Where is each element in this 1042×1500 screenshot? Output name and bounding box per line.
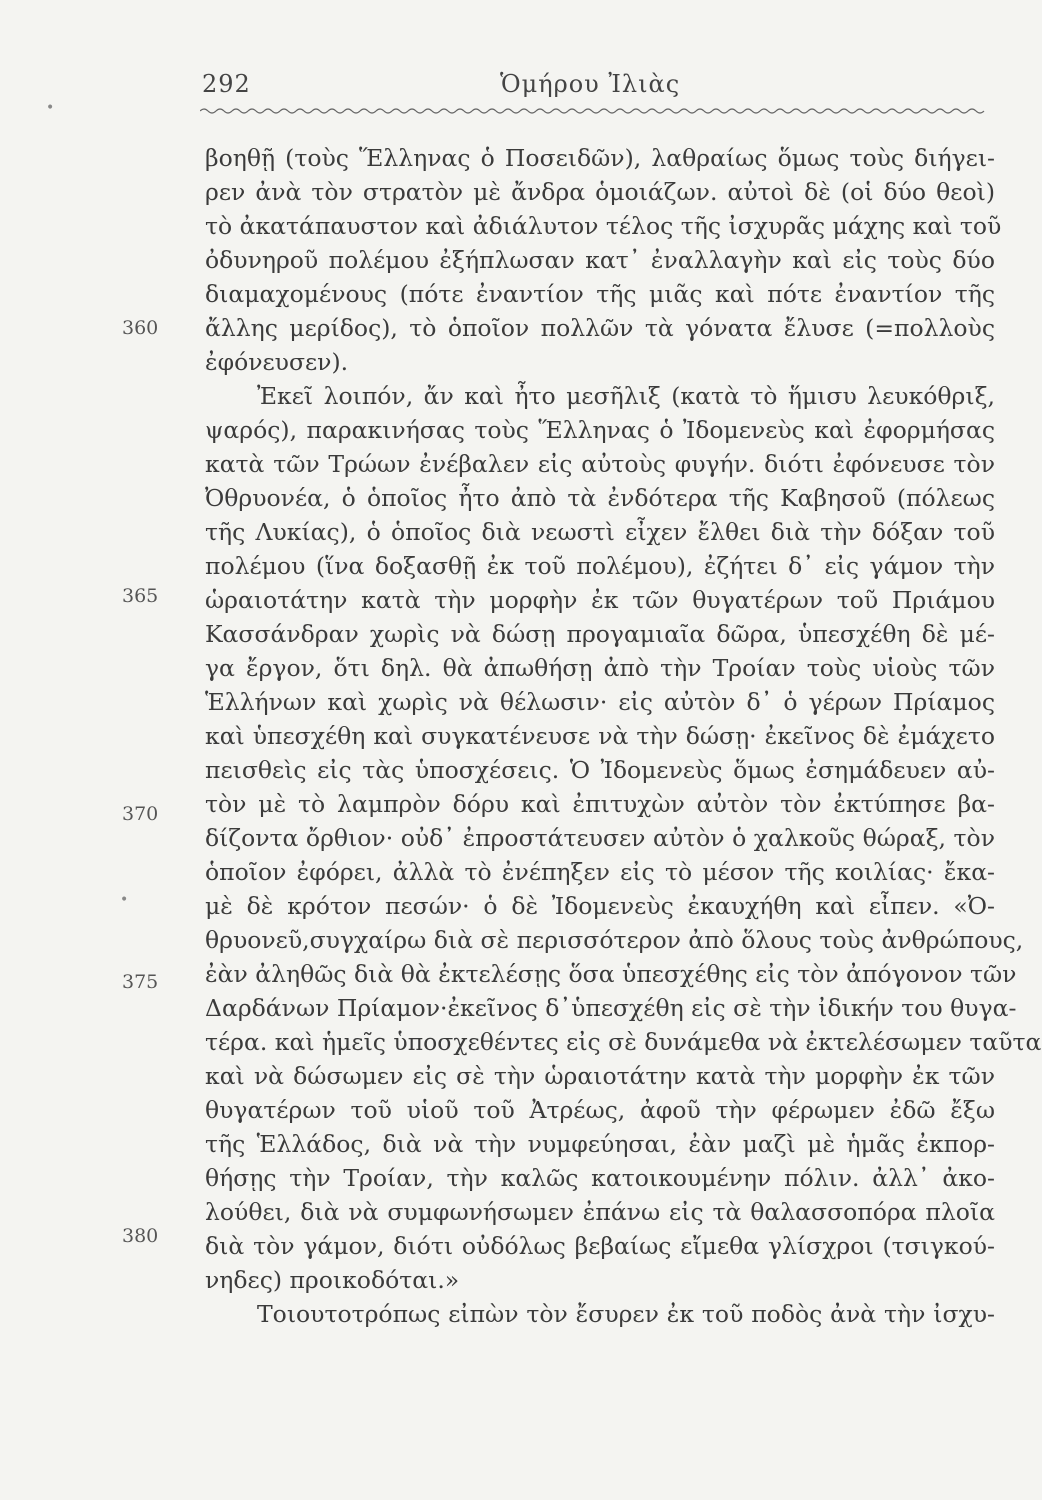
text-line: θρυονεῦ,συγχαίρω διὰ σὲ περισσότερον ἀπὸ ὅλους τοὺς ἀνθρώπους, xyxy=(205,926,1024,954)
text-line: πολέμου (ἵνα δοξασθῇ ἐκ τοῦ πολέμου), ἐζήτει δ᾽ εἰς γάμον τὴν xyxy=(205,552,995,580)
margin-line-number: 375 xyxy=(122,971,159,993)
text-line: διὰ τὸν γάμον, διότι οὐδόλως βεβαίως εἴμεθα γλίσχροι (τσιγκού- xyxy=(205,1232,995,1260)
text-line: θήσῃς τὴν Τροίαν, τὴν καλῶς κατοικουμένην πόλιν. ἀλλ᾽ ἀκο- xyxy=(205,1164,995,1192)
text-line: ὁποῖον ἐφόρει, ἀλλὰ τὸ ἐνέπηξεν εἰς τὸ μέσον τῆς κοιλίας· ἔκα- xyxy=(205,858,995,886)
margin-line-number: 380 xyxy=(122,1225,159,1247)
text-line: ἐὰν ἀληθῶς διὰ θὰ ἐκτελέσῃς ὅσα ὑπεσχέθης εἰς τὸν ἀπόγονον τῶν xyxy=(205,960,1017,988)
text-line: ὡραιοτάτην κατὰ τὴν μορφὴν ἐκ τῶν θυγατέρων τοῦ Πριάμου xyxy=(205,586,995,614)
text-line: δίζοντα ὄρθιον· οὐδ᾽ ἐπροστάτευσεν αὐτὸν ὁ χαλκοῦς θώραξ, τὸν xyxy=(205,824,995,852)
text-line: ρεν ἀνὰ τὸν στρατὸν μὲ ἄνδρα ὁμοιάζων. αὐτοὶ δὲ (οἱ δύο θεοὶ) xyxy=(205,178,995,206)
text-line: ψαρός), παρακινήσας τοὺς Ἕλληνας ὁ Ἰδομενεὺς καὶ ἐφορμήσας xyxy=(205,416,995,444)
decorative-wavy-rule xyxy=(200,104,992,118)
margin-dot: • xyxy=(46,100,55,116)
text-line: γα ἔργον, ὅτι δηλ. θὰ ἀπωθήσῃ ἀπὸ τὴν Τροίαν τοὺς υἱοὺς τῶν xyxy=(205,654,995,682)
text-line: Ἐκεῖ λοιπόν, ἄν καὶ ἦτο μεσῆλιξ (κατὰ τὸ ἥμισυ λευκόθριξ, xyxy=(257,382,995,410)
text-line: καὶ νὰ δώσωμεν εἰς σὲ τὴν ὡραιοτάτην κατὰ τὴν μορφὴν ἐκ τῶν xyxy=(205,1062,995,1090)
text-line: Κασσάνδραν χωρὶς νὰ δώσῃ προγαμιαῖα δῶρα, ὑπεσχέθη δὲ μέ- xyxy=(205,620,995,648)
margin-dot: • xyxy=(120,892,129,908)
text-line: ἄλλης μερίδος), τὸ ὁποῖον πολλῶν τὰ γόνατα ἔλυσε (=πολλοὺς xyxy=(205,314,995,342)
text-line: ἐφόνευσεν). xyxy=(205,348,349,376)
text-line: πεισθεὶς εἰς τὰς ὑποσχέσεις. Ὁ Ἰδομενεὺς ὅμως ἐσημάδευεν αὐ- xyxy=(205,756,995,784)
text-line: νηδες) προικοδόται.» xyxy=(205,1266,460,1294)
page-number: 292 xyxy=(202,70,251,98)
margin-line-number: 360 xyxy=(122,317,159,339)
text-line: καὶ ὑπεσχέθη καὶ συγκατένευσε νὰ τὴν δώσῃ· ἐκεῖνος δὲ ἐμάχετο xyxy=(205,722,995,750)
margin-line-number: 365 xyxy=(122,585,159,607)
text-line: διαμαχομένους (πότε ἐναντίον τῆς μιᾶς καὶ πότε ἐναντίον τῆς xyxy=(205,280,995,308)
text-line: τὸ ἀκατάπαυστον καὶ ἀδιάλυτον τέλος τῆς ἰσχυρᾶς μάχης καὶ τοῦ xyxy=(205,212,1002,240)
text-line: τῆς Ἑλλάδος, διὰ νὰ τὴν νυμφεύησαι, ἐὰν μαζὶ μὲ ἡμᾶς ἐκπορ- xyxy=(205,1130,995,1158)
text-line: μὲ δὲ κρότον πεσών· ὁ δὲ Ἰδομενεὺς ἐκαυχήθη καὶ εἶπεν. «Ὀ- xyxy=(205,892,995,920)
text-line: Τοιουτοτρόπως εἰπὼν τὸν ἔσυρεν ἐκ τοῦ ποδὸς ἀνὰ τὴν ἰσχυ- xyxy=(257,1300,995,1328)
margin-line-number: 370 xyxy=(122,803,159,825)
text-line: τῆς Λυκίας), ὁ ὁποῖος διὰ νεωστὶ εἶχεν ἔλθει διὰ τὴν δόξαν τοῦ xyxy=(205,518,995,546)
text-line: θυγατέρων τοῦ υἱοῦ τοῦ Ἀτρέως, ἀφοῦ τὴν φέρωμεν ἐδῶ ἔξω xyxy=(205,1096,995,1124)
text-line: Ὀθρυονέα, ὁ ὁποῖος ἦτο ἀπὸ τὰ ἐνδότερα τῆς Καβησοῦ (πόλεως xyxy=(205,484,995,512)
text-line: τὸν μὲ τὸ λαμπρὸν δόρυ καὶ ἐπιτυχὼν αὐτὸν τὸν ἐκτύπησε βα- xyxy=(205,790,995,818)
text-line: λούθει, διὰ νὰ συμφωνήσωμεν ἐπάνω εἰς τὰ θαλασσοπόρα πλοῖα xyxy=(205,1198,995,1226)
text-line: τέρα. καὶ ἡμεῖς ὑποσχεθέντες εἰς σὲ δυνάμεθα νὰ ἐκτελέσωμεν ταῦτα xyxy=(205,1028,1042,1056)
text-line: βοηθῇ (τοὺς Ἕλληνας ὁ Ποσειδῶν), λαθραίως ὅμως τοὺς διήγει- xyxy=(205,144,995,172)
running-title: Ὁμήρου Ἰλιὰς xyxy=(500,70,681,98)
text-line: Δαρδάνων Πρίαμον·ἐκεῖνος δ᾽ὑπεσχέθη εἰς σὲ τὴν ἰδικήν του θυγα- xyxy=(205,994,1017,1022)
text-line: κατὰ τῶν Τρώων ἐνέβαλεν εἰς αὐτοὺς φυγήν. διότι ἐφόνευσε τὸν xyxy=(205,450,995,478)
text-line: ὀδυνηροῦ πολέμου ἐξήπλωσαν κατ᾽ ἐναλλαγὴν καὶ εἰς τοὺς δύο xyxy=(205,246,995,274)
text-line: Ἑλλήνων καὶ χωρὶς νὰ θέλωσιν· εἰς αὐτὸν δ᾽ ὁ γέρων Πρίαμος xyxy=(205,688,995,716)
